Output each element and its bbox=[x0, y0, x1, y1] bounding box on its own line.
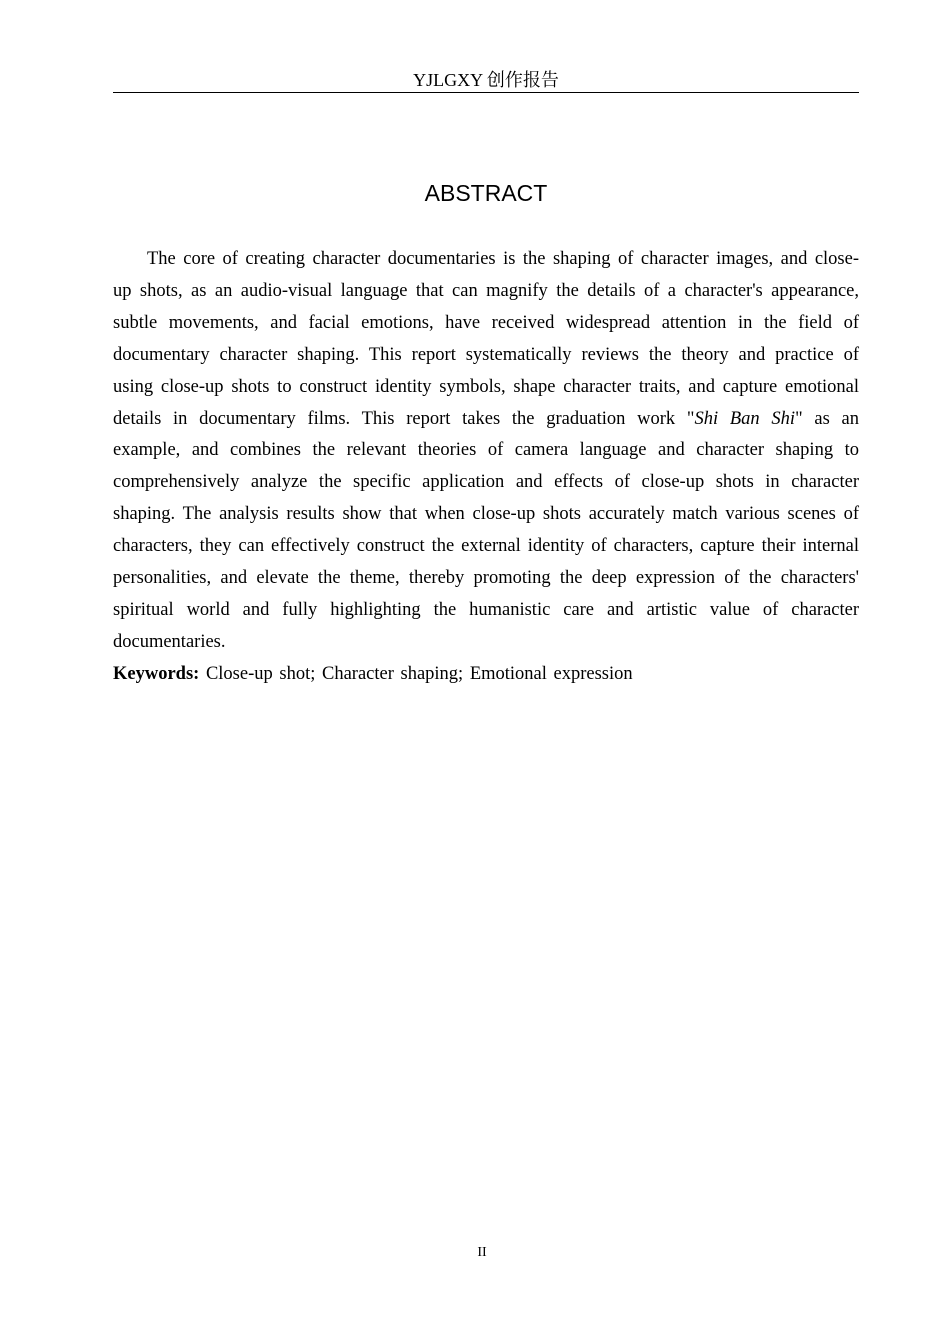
abstract-body bbox=[113, 244, 859, 659]
page-header bbox=[113, 68, 859, 93]
abstract-heading: ABSTRACT bbox=[424, 180, 548, 206]
abstract-body-text-2: " as an example, and combines the relevant theories of camera language and character shaping to comprehensively analyze the specific application and effects of close-up shots in character shaping. The analysis results show that when close-up shots accurately match various scenes of characters, they can effectively construct the external identity of characters, capture their internal personalities, and elevate the theme, thereby promoting the deep expression of the characters' spiritual world and fully highlighting the humanistic care and artistic value of character documentaries. bbox=[113, 408, 859, 652]
keywords-value: Close-up shot; Character shaping; Emotional expression bbox=[205, 664, 633, 684]
keywords-label: Keywords: bbox=[113, 664, 200, 684]
header-title: YJLGXY 创作报告 bbox=[413, 70, 559, 90]
page-number: II bbox=[477, 1245, 487, 1260]
keywords bbox=[113, 659, 859, 691]
abstract-body-text-1: The core of creating character documentaries is the shaping of character images, and close-up shots, as an audio-visual language that can magnify the details of a character's appearance, subtle movements, and facial emotions, have received widespread attention in the field of documentary character shaping. This report systematically reviews the theory and practice of using close-up shots to construct identity symbols, shape character traits, and capture emotional details in documentary films. This report takes the graduation work " bbox=[113, 249, 859, 429]
work-title: Shi Ban Shi bbox=[694, 408, 796, 429]
